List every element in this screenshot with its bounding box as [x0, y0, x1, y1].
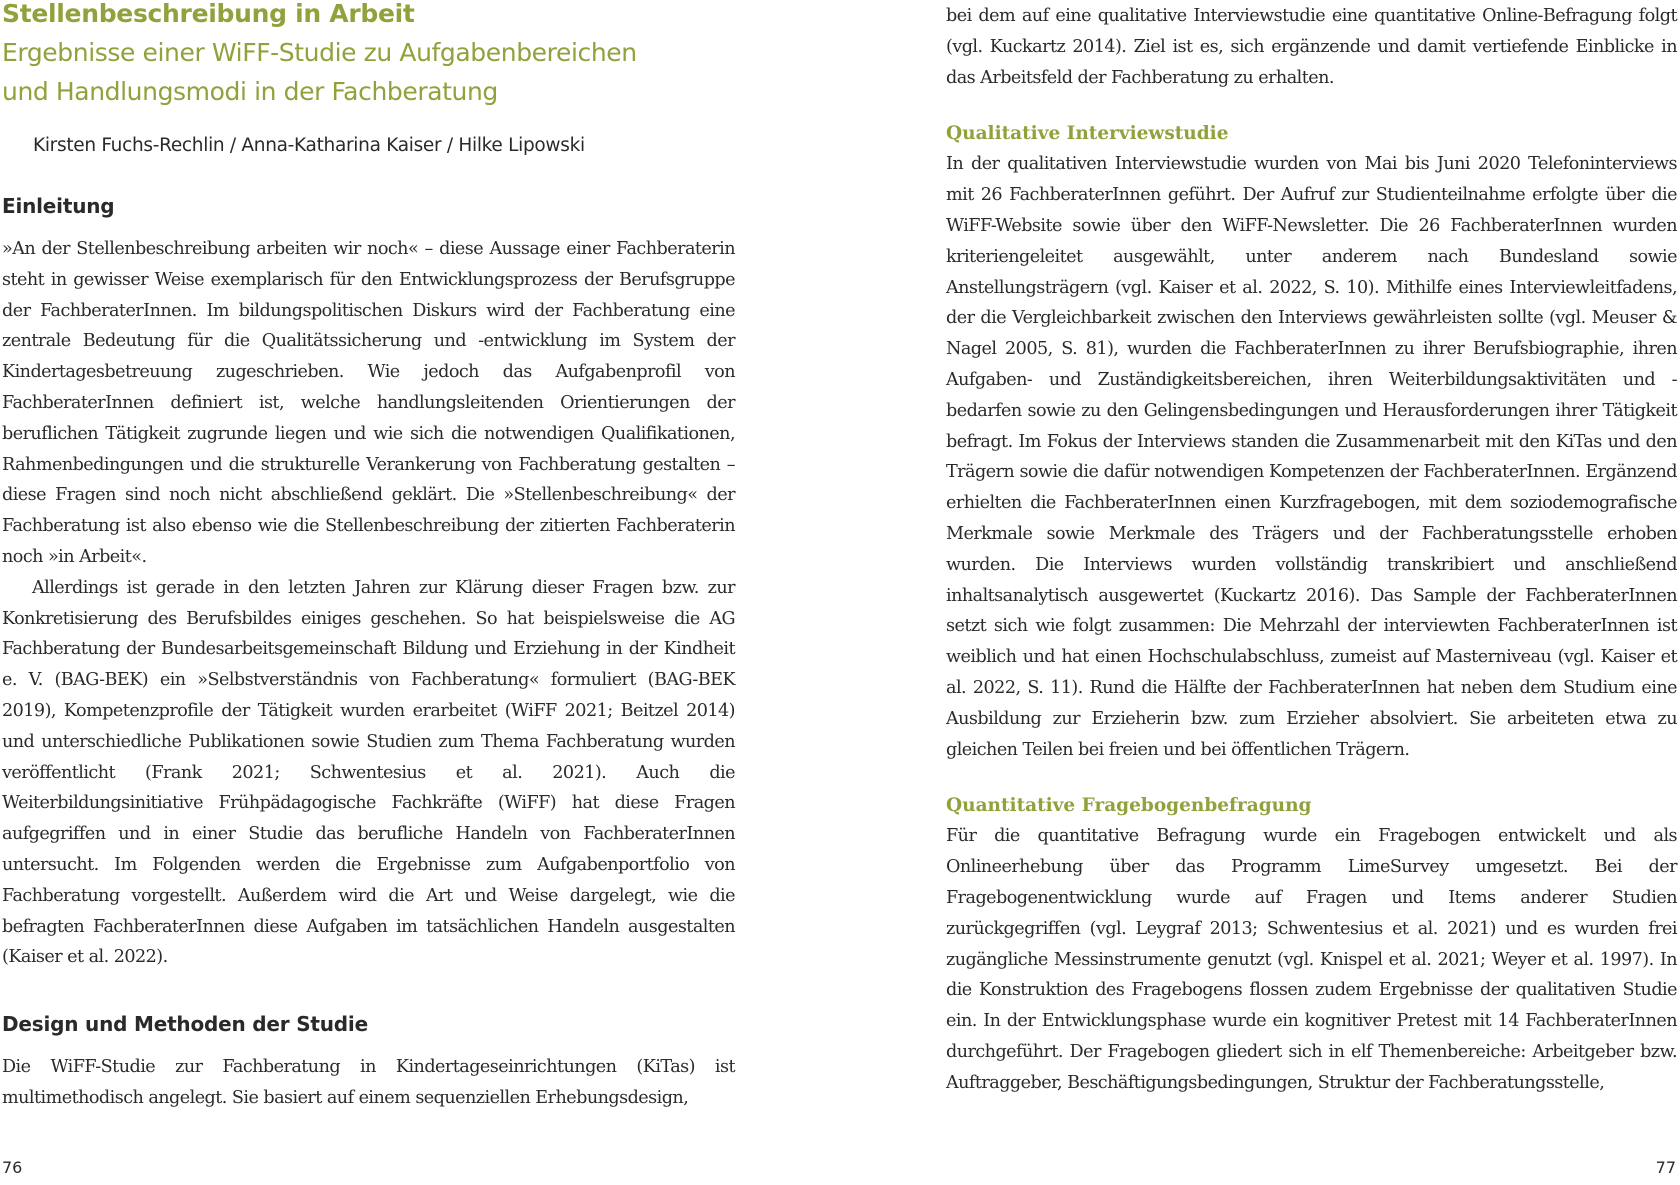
heading-qualitative: Qualitative Interviewstudie	[946, 123, 1229, 145]
design-paragraph: Die WiFF-Studie zur Fachberatung in Kindertageseinrichtungen (KiTas) ist multimethodisch angelegt. Sie basiert auf einem sequenziellen Erhebungsdesign,	[2, 1057, 735, 1108]
heading-einleitung: Einleitung	[2, 194, 115, 218]
page-number-left: 76	[2, 1158, 23, 1177]
heading-design: Design und Methoden der Studie	[2, 1012, 368, 1037]
continued-paragraph: bei dem auf eine qualitative Interviewstudie eine quantitative Online-Befragung folgt (vgl. Kuckartz 2014). Ziel ist es, sich ergänzende und damit vertiefende Einblicke in das Arbeitsfeld der Fachberatung zu erhalten.	[946, 6, 1677, 88]
quantitative-paragraph: Für die quantitative Befragung wurde ein Fragebogen entwickelt und als Onlineerhebung über das Programm LimeSurvey umgesetzt. Bei der Fragebogenentwicklung wurde auf Fragen und Items anderer Studien zurückgegriffen (vgl. Leygraf 2013; Schwentesius et al. 2021) und es wurden frei zugängliche Messinstrumente genutzt (vgl. Knispel et al. 2021; Weyer et al. 1997). In die Konstruktion des Fragebogens flossen zudem Ergebnisse der qualitativen Studie ein. In der Entwicklungsphase wurde ein kognitiver Pretest mit 14 FachberaterInnen durchgeführt. Der Fragebogen gliedert sich in elf Themenbereiche: Arbeitgeber bzw. Auftraggeber, Beschäftigungsbedingungen, Struktur der Fachberatungsstelle,	[946, 826, 1677, 1093]
right-column	[946, 0, 1677, 1099]
left-column	[2, 0, 735, 1114]
subtitle-line-2: und Handlungsmodi in der Fachberatung	[2, 77, 498, 106]
subtitle-line-1: Ergebnisse einer WiFF-Studie zu Aufgabenbereichen	[2, 38, 637, 67]
intro-paragraph-2: Allerdings ist gerade in den letzten Jahren zur Klärung dieser Fragen bzw. zur Konkretisierung des Berufsbildes einiges geschehen. So hat beispielsweise die AG Fachberatung der Bundesarbeitsgemeinschaft Bildung und Erziehung in der Kindheit e. V. (BAG-BEK) ein »Selbstverständnis von Fachberatung« formuliert (BAG-BEK 2019), Kompetenzprofile der Tätigkeit wurden erarbeitet (WiFF 2021; Beitzel 2014) und unterschiedliche Publikationen sowie Studien zum Thema Fachberatung wurden veröffentlicht (Frank 2021; Schwentesius et al. 2021). Auch die Weiterbildungsinitiative Frühpädagogische Fachkräfte (WiFF) hat diese Fragen aufgegriffen und in einer Studie das berufliche Handeln von FachberaterInnen untersucht. Im Folgenden werden die Ergebnisse zum Aufgabenportfolio von Fachberatung vorgestellt. Außerdem wird die Art und Weise dargelegt, wie die befragten FachberaterInnen diese Aufgaben im tatsächlichen Handeln ausgestalten (Kaiser et al. 2022).	[2, 577, 735, 968]
right-page	[840, 0, 1680, 1185]
intro-paragraph-1: »An der Stellenbeschreibung arbeiten wir noch« – diese Aussage einer Fachberaterin steht in gewisser Weise exemplarisch für den Entwicklungsprozess der Berufsgruppe der FachberaterInnen. Im bildungspolitischen Diskurs wird der Fachberatung eine zentrale Bedeutung für die Qualitätssicherung und -entwicklung im System der Kindertagesbetreuung zugeschrieben. Wie jedoch das Aufgabenprofil von FachberaterInnen definiert ist, welche handlungsleitenden Orientierungen der beruflichen Tätigkeit zugrunde liegen und wie sich die notwendigen Qualifikationen, Rahmenbedingungen und die strukturelle Verankerung von Fachberatung gestalten – diese Fragen sind noch nicht abschließend geklärt. Die »Stellenbeschreibung« der Fachberatung ist also ebenso wie die Stellenbeschreibung der zitierten Fachberaterin noch »in Arbeit«.	[2, 239, 735, 567]
qualitative-paragraph: In der qualitativen Interviewstudie wurden von Mai bis Juni 2020 Telefoninterviews mit 26 FachberaterInnen geführt. Der Aufruf zur Studienteilnahme erfolgte über die WiFF-Website sowie über den WiFF-Newsletter. Die 26 FachberaterInnen wurden kriteriengeleitet ausgewählt, unter anderem nach Bundesland sowie Anstellungsträgern (vgl. Kaiser et al. 2022, S. 10). Mithilfe eines Interviewleitfadens, der die Vergleichbarkeit zwischen den Interviews gewährleisten sollte (vgl. Meuser & Nagel 2005, S. 81), wurden die FachberaterInnen zu ihrer Berufsbiographie, ihren Aufgaben- und Zuständigkeitsbereichen, ihren Weiterbildungsaktivitäten und -bedarfen sowie zu den Gelingensbedingungen und Herausforderungen ihrer Tätigkeit befragt. Im Fokus der Interviews standen die Zusammenarbeit mit den KiTas und den Trägern sowie die dafür notwendigen Kompetenzen der FachberaterInnen. Ergänzend erhielten die FachberaterInnen einen Kurzfragebogen, mit dem soziodemografische Merkmale sowie Merkmale des Trägers und der Fachberatungsstelle erhoben wurden. Die Interviews wurden vollständig transkribiert und anschließend inhaltsanalytisch ausgewertet (Kuckartz 2016). Das Sample der FachberaterInnen setzt sich wie folgt zusammen: Die Mehrzahl der interviewten FachberaterInnen ist weiblich und hat einen Hochschulabschluss, zumeist auf Masterniveau (vgl. Kaiser et al. 2022, S. 11). Rund die Hälfte der FachberaterInnen hat neben dem Studium eine Ausbildung zur Erzieherin bzw. zum Erzieher absolviert. Sie arbeiteten etwa zu gleichen Teilen bei freien und bei öffentlichen Trägern.	[946, 154, 1677, 760]
article-title: Stellenbeschreibung in Arbeit	[2, 0, 415, 28]
page-number-right: 77	[1655, 1158, 1676, 1177]
heading-quantitative: Quantitative Fragebogenbefragung	[946, 795, 1312, 817]
article-authors: Kirsten Fuchs-Rechlin / Anna-Katharina Kaiser / Hilke Lipowski	[33, 135, 585, 156]
article-subtitle	[2, 33, 735, 111]
